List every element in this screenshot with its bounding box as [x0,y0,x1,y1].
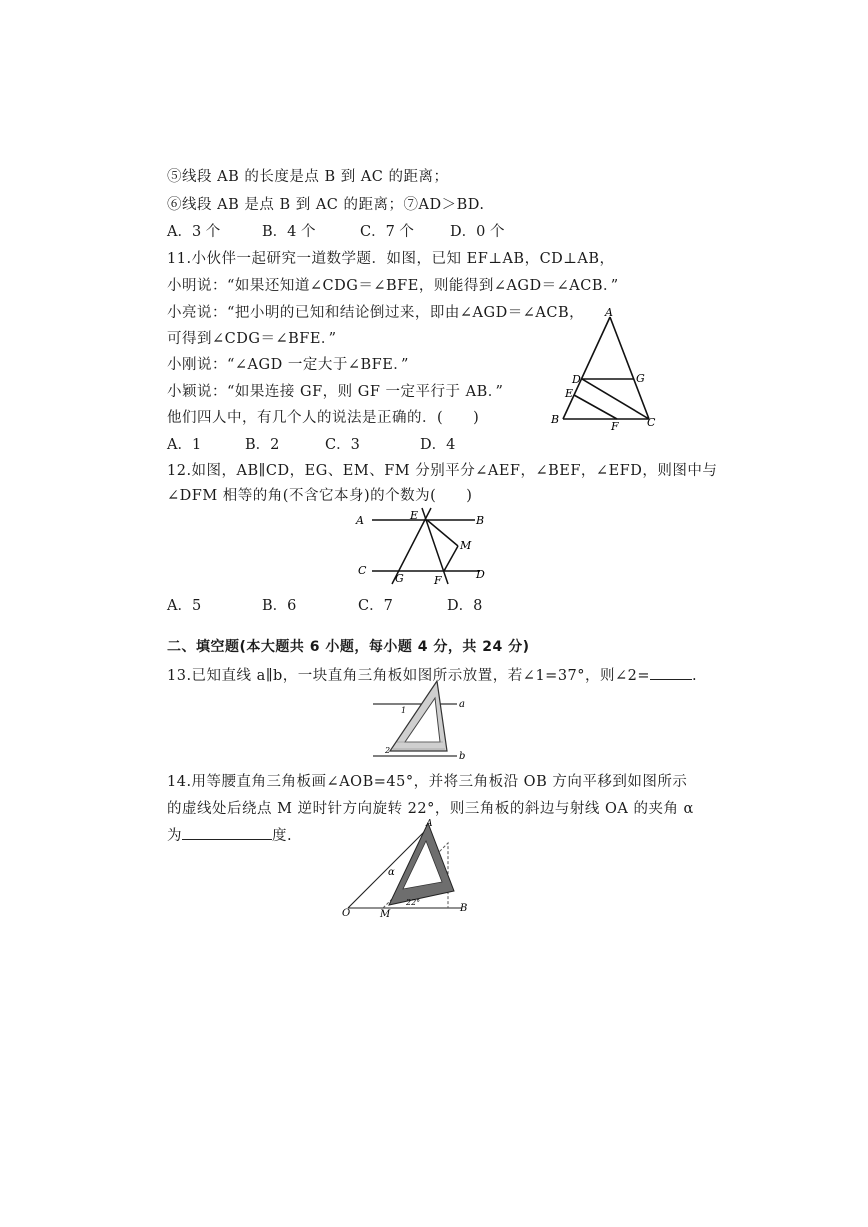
q10-option-c: C．7 个 [360,224,414,240]
q11-option-d: D．4 [420,437,456,453]
q11-question: 他们四人中，有几个人的说法是正确的．( ) [167,410,480,426]
q13-label-a: a [459,699,465,710]
q11-option-a: A．1 [167,437,202,453]
q13-answer-blank[interactable] [650,679,692,680]
q12-label-c: C [358,564,367,577]
q14-label-22-degrees: 22° [406,898,421,907]
q12-segment-fm [444,546,458,571]
q10-option-b: B．4 个 [262,224,316,240]
q11-label-b: B [551,413,560,426]
q11-stem: 11.小伙伴一起研究一道数学题．如图，已知 EF⊥AB，CD⊥AB， [167,251,615,267]
q14-label-o: O [342,908,351,919]
q11-xiaoying: 小颖说：“如果连接 GF，则 GF 一定平行于 AB．” [167,384,504,400]
q11-label-f: F [611,420,619,433]
q11-xiaoming: 小明说：“如果还知道∠CDG＝∠BFE，则能得到∠AGD＝∠ACB．” [167,278,619,294]
q12-option-c: C．7 [358,598,393,614]
q13-angle-1-label: 1 [401,706,407,715]
q13-label-b: b [459,751,466,762]
q12-option-d: D．8 [447,598,483,614]
q14-label-m: M [380,909,391,920]
q11-option-c: C．3 [325,437,360,453]
q14-label-alpha: α [388,867,395,878]
q14-answer-blank[interactable] [182,839,272,840]
q12-label-g: G [395,572,404,585]
q11-side-ac [610,317,649,419]
q12-label-b: B [476,514,485,527]
q14-text-pre: 为 [167,828,182,844]
q13-period: . [692,668,698,684]
q14-stem-line-1: 14.用等腰直角三角板画∠AOB=45°，并将三角板沿 OB 方向平移到如图所示 [167,774,688,790]
q10-option-d: D．0 个 [450,224,505,240]
q11-label-a: A [605,306,613,319]
q14-label-a: A [426,819,433,829]
q11-segment-ef [574,395,617,419]
q11-label-d: D [572,373,581,386]
q11-xiaoliang-1: 小亮说：“把小明的已知和结论倒过来，即由∠AGD＝∠ACB， [167,305,585,321]
q14-stem-line-2: 的虚线处后绕点 M 逆时针方向旋转 22°，则三角板的斜边与射线 OA 的夹角 α [167,801,694,817]
section-fill-in-heading: 二、填空题(本大题共 6 小题，每小题 4 分，共 24 分) [167,639,530,655]
q13-angle-2-label: 2 [385,746,391,755]
q12-option-a: A．5 [167,598,202,614]
q12-option-b: B．6 [262,598,297,614]
q11-triangle-figure [545,305,675,435]
q11-option-b: B．2 [245,437,280,453]
q12-label-f: F [434,574,442,587]
q10-option-a: A．3 个 [167,224,221,240]
q14-label-b: B [460,903,468,914]
q12-label-a: A [356,514,364,527]
q11-label-e: E [565,387,574,400]
q11-xiaogang: 小刚说：“∠AGD 一定大于∠BFE．” [167,357,409,373]
q11-segment-dc [582,379,649,419]
q12-stem-line-1: 12.如图，AB∥CD，EG、EM、FM 分别平分∠AEF，∠BEF，∠EFD，则图中与 [167,463,718,479]
q14-stem-line-3 [167,824,292,845]
q14-rotation-figure [340,815,480,920]
q11-label-c: C [647,416,656,429]
q11-side-ab [563,317,610,419]
q10-statement-5: ⑤线段 AB 的长度是点 B 到 AC 的距离； [167,169,449,185]
q10-statement-6-7: ⑥线段 AB 是点 B 到 AC 的距离；⑦AD＞BD. [167,197,485,213]
q13-text: 13.已知直线 a∥b，一块直角三角板如图所示放置，若∠1=37°，则∠2= [167,668,651,684]
q12-label-m: M [460,539,472,552]
q11-label-g: G [636,372,645,385]
q14-text-post: 度. [272,828,293,844]
q12-stem-line-2: ∠DFM 相等的角(不含它本身)的个数为( ) [167,488,473,504]
q12-parallel-lines-figure [350,502,500,592]
q12-label-d: D [476,568,485,581]
q13-set-square-figure [365,676,480,764]
q11-xiaoliang-2: 可得到∠CDG＝∠BFE．” [167,331,337,347]
q12-label-e: E [410,509,419,522]
q12-segment-em [427,520,458,546]
